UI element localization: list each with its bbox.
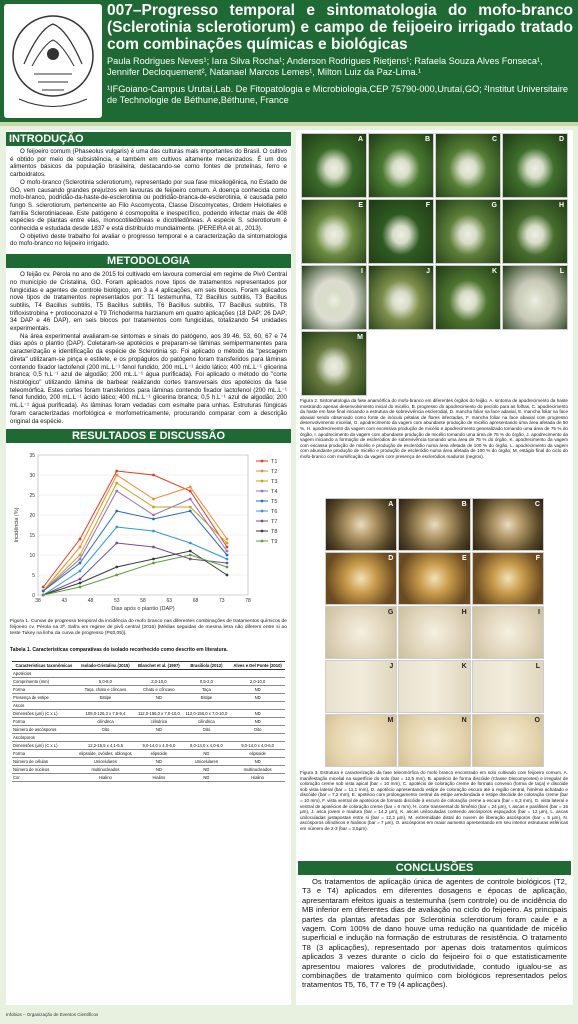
- photo-label: G: [491, 202, 497, 209]
- photo-label: J: [389, 663, 394, 670]
- y-tick-label: 35: [29, 453, 35, 460]
- figure3-caption: Figura 3. Estrutura e caracterização da fase teleomórfica do mofo branco encontrado em solo cultivado com feijoeiro comum. A. manifestação micelial na superfície do solo (bar = 12,5 mm), B. apotécio de forma discóide (Classe Discomycetes) e irregular de coloração creme sob vista apical (bar = 10 mm), C. apotécio de coloração creme de formato convexo (forma de taça) e discóide sob vista lateral (bar = 11,1 mm), D. apotécio apresentando estipe de coloração escura até a região central, himênio achatado e discóide (bar = 7,2 mm), E. apotécio com prolongamento central da estipe arredondada e estipe discóide de coloração creme (bar = 10 mm), F. vista ventral de apotécios de formato discóide à escuro de coloração creme a escura (bar = 6,3 mm), G. vista lateral e ventral de apotécios de coloração creme (bar = 6 mm), H. corte transversal do himênio (bar = 24 µm), I. ascas e paráfises (bar = 15 µm), J. asca jovem e madura (bar = 14,2 µm), K. ascas uniloculadas contendo ascósporos espaçados (bar = 12 µm), L. ascas uniloculadas justapostas entre si (bar = 12,2 µm), M. extremidade distal do nuvem de liberação ascósporos (bar = 5 µm), N. ascósporos cilíndricos e hialinos (bar = 7 µm), O. ascósporos em maior aumento apresentando em seu interior estruturas esféricas em número de 2-3 (bar = 3,5µm).: [300, 770, 568, 831]
- table-cell: Comprimento (mm): [12, 677, 76, 685]
- characteristics-table: [12, 661, 285, 782]
- photo-label: E: [461, 555, 467, 562]
- x-tick-label: 63: [166, 598, 173, 605]
- authors: Paula Rodrigues Neves¹; Iara Silva Rocha¹; Anderson Rodrigues Rietjens¹; Rafaela Souza Alves Fonseca¹, Jennifer Decloquement², Natanael Marcos Lemes¹, Milton Luiz da Paz-Lima.¹: [107, 56, 543, 77]
- figure2-photo-g: [435, 199, 501, 264]
- photo-label: O: [534, 717, 540, 724]
- figure2-photo-m: [301, 331, 367, 396]
- photo-label: I: [361, 268, 363, 275]
- table-cell: Forma: [12, 685, 76, 693]
- data-point-T6: [79, 570, 82, 573]
- table-header-cell: Isolado-Cristalina (2015): [76, 661, 135, 669]
- table-row: [12, 677, 285, 685]
- photo-label: D: [388, 555, 394, 562]
- legend-marker: [261, 470, 264, 473]
- table-cell: cilíndrica: [76, 717, 135, 725]
- table-cell: Oito: [76, 725, 135, 733]
- photo-label: G: [387, 609, 394, 616]
- table-cell: 0,5-2,0: [183, 677, 231, 685]
- table-row: [12, 685, 285, 693]
- figure3-photo-j: [325, 660, 397, 713]
- figure2-photo-f: [368, 199, 434, 264]
- data-point-T6: [226, 558, 229, 561]
- poster-title: 007–Progresso temporal e sintomatologia do mofo-branco (Sclerotinia sclerotiorum) e campo de feijoeiro irrigado tratado com combinações químicas e biológicas: [107, 2, 573, 53]
- data-point-T4: [79, 558, 82, 561]
- table-cell: ND: [183, 765, 231, 773]
- series-line-T4: [43, 491, 227, 591]
- data-point-T2: [79, 546, 82, 549]
- table-row: [12, 709, 285, 717]
- table-row: [12, 741, 285, 749]
- table-cell: [76, 669, 135, 677]
- table-cell: Hialino: [230, 773, 285, 781]
- photo-label: C: [491, 136, 497, 143]
- x-tick-label: 58: [140, 598, 146, 605]
- table-header-cell: Blanchet et al. (1997): [135, 661, 183, 669]
- table-cell: elipsoide: [135, 749, 183, 757]
- table-cell: cilíndrica: [135, 717, 183, 725]
- table-cell: elipsoide: [230, 749, 285, 757]
- data-point-T8: [152, 558, 155, 561]
- photo-label: K: [461, 663, 467, 670]
- methodology-paragraph: O feijão cv. Pérola no ano de 2015 foi cultivado em lavoura comercial em regime de Pivô Central no município de Cristalina, GO. Foram aplicados nove tipos de tratamentos representados por fungicidas e agentes de controle biológico, em 3 a 4 aplicações, em seis blocos. Foram aplicados nove tipos de tratamentos representados por: T1 testemunha, T2 Bacillus subtilis, T3 Bacillus subtilis, T4 Bacillus subtilis, T5 Bacillus subtilis, T6 Bacillus subtilis, T7 Bacillus subtilis, T8 trifloxistrobina + protioconazol e T9 Trichoderma harzianum em quatro aplicações (18 DAP; 26 DAP; 34 DAP e 46 DAP), em seis blocos por tratamentos com fungicidas, totalizando 54 unidades experimentais.: [10, 271, 287, 333]
- table-cell: [76, 733, 135, 741]
- photo-label: A: [357, 136, 363, 143]
- table-row: [12, 717, 285, 725]
- photo-label: B: [461, 501, 467, 508]
- figure3-photo-h: [398, 606, 470, 659]
- table-cell: 2,0-10,0: [135, 677, 183, 685]
- table-cell: 9,0-14,0 x 4,0-6,0: [230, 741, 285, 749]
- methodology-heading: METODOLOGIA: [6, 254, 291, 268]
- legend-label: T7: [271, 519, 278, 526]
- figure1-caption: Figura 1. Curvas de progresso temporal da incidência do mofo branco nas diferentes combinações de tratamentos químicos de feijoeiro cv. Pérola na 3ª. Safra em regime de pivô central (2015) [Médias seguidas de mesma letra não diferem entre si ao teste Tukey na linha da curva de progresso (P≤0,05)].: [10, 619, 287, 637]
- table-row: [12, 725, 285, 733]
- x-tick-label: 43: [61, 598, 68, 605]
- data-point-T7: [152, 546, 155, 549]
- figure3-photo-grid: [324, 497, 544, 767]
- table-cell: Oito: [230, 725, 285, 733]
- legend-label: T9: [271, 539, 278, 546]
- table-cell: Forma: [12, 749, 76, 757]
- figure3-photo-f: [472, 552, 544, 605]
- data-point-T2: [226, 538, 229, 541]
- table-cell: [230, 733, 285, 741]
- legend-marker: [261, 530, 264, 533]
- poster-header: [0, 0, 578, 122]
- legend-marker: [261, 500, 264, 503]
- data-point-T3: [189, 506, 192, 509]
- photo-label: J: [426, 268, 430, 275]
- table-row: [12, 749, 285, 757]
- data-point-T7: [226, 562, 229, 565]
- figure3-photo-c: [472, 498, 544, 551]
- table-row: [12, 733, 285, 741]
- data-point-T4: [189, 498, 192, 501]
- legend-marker: [261, 540, 264, 543]
- photo-label: L: [559, 268, 564, 275]
- data-point-T1: [189, 490, 192, 493]
- intro-paragraph: O objetivo deste trabalho foi avaliar o progresso temporal e a caracterização da sintomatologia do mofo-branco no feijoeiro irrigado.: [10, 232, 287, 248]
- table-cell: Número de núcleos: [12, 765, 76, 773]
- table-cell: Cor: [12, 773, 76, 781]
- table-cell: 2,0-10,0: [230, 677, 285, 685]
- table-cell: 112,0-156,0 x 7,0-10,0: [135, 709, 183, 717]
- affiliation: ¹IFGoiano-Campus Urutaí,Lab. De Fitopatologia e Microbiologia,CEP 75790-000,Urutaí,GO; ²Institut Universitaire de Technologie de Béthune,Béthune, France: [107, 84, 568, 105]
- legend-label: T3: [271, 479, 278, 486]
- table-cell: Dimensões (µm) (C x L): [12, 709, 76, 717]
- photo-label: I: [538, 609, 540, 616]
- y-tick-label: 10: [29, 553, 35, 560]
- table-row: [12, 701, 285, 709]
- y-tick-label: 5: [32, 573, 35, 580]
- table-cell: Presença de estipe: [12, 693, 76, 701]
- table-cell: Estipe: [183, 693, 231, 701]
- figure2-photo-c: [435, 133, 501, 198]
- photo-label: F: [425, 202, 430, 209]
- table-cell: Apotécios: [12, 669, 76, 677]
- figure2-photo-i: [301, 265, 367, 330]
- table-cell: Hialino: [76, 773, 135, 781]
- characteristics-table-grid: [12, 661, 285, 782]
- data-point-T7: [189, 558, 192, 561]
- table-header-cell: Brasiliola (2012): [183, 661, 231, 669]
- table-row: [12, 693, 285, 701]
- methodology-paragraph: Na área experimental avaliaram-se sintomas e sinais do patógeno, aos 39 46, 53, 60, 67 e 74 dias após o plantio (DAP). Coletaram-se apotécios e preparam-se lâminas semipermanentes para caracterização e identificação da espécie de Sclerotinia sp. Foi aplicado o método da "pescagem direta" utilizaram-se pinça e estilete, e os propágulos do patógeno foram transferidos para lâminas contendo fixador lactofenol (200 mL.L⁻¹ fenol fundido, 200 mL.L⁻¹ ácido lático; 400 mL.L⁻¹ glicerina branca; 0,5 h.L⁻¹ azul de algodão; 200 mL.L⁻¹ água purificada). Foi aplicado o método do "corte histológico" utilizando lâmina de barbear realizando cortes transversais dos apotécios da fase teleomórfica. Estes cortes foram transferidos para lâminas contendo fixador lactofenol (200 mL.L⁻¹ fenol fundido, 200 mL.L⁻¹ ácido lático; 400 mL.L⁻¹ glicerina branca; 0,5 h.L⁻¹ azul de algodão; 200 mL.L⁻¹ água purificada). As lâminas foram vedadas com esmalte para unhas. Estruturas fúngicas foram caracterizadas morfológica e morfometricamente, procurando comparar com a descrição original da espécie.: [10, 332, 287, 425]
- table-cell: ND: [183, 773, 231, 781]
- x-tick-label: 53: [113, 598, 120, 605]
- data-point-T9: [42, 594, 45, 597]
- intro-paragraph: O mofo-branco (Sclerotinia sclerotiorum), representado por sua fase miceliogênica, no Estado de GO, vem causando grandes prejuízos em lavouras de feijoeiro comum. A doença conhecida como mofo-branco, podridão-da-haste-de-esclerotinia ou podridão-branca-de-esclerotinia, é causada pelo fungo S. sclerotiorum, pertencente ao Filo Ascomycota, Classe Discomycetes, Ordem Helotiales e família Sclerotiniaceae. Este patógeno é cosmopolita e inespecífico, podendo infectar mais de 408 espécies de plantas entre elas, monocotiledôneas e dicotiledôneas. A espécie S. sclerotiorum é conhecida e estudada desde 1837 e está distribuído mundialmente. (PEREIRA et al., 2013).: [10, 178, 287, 233]
- data-point-T6: [189, 542, 192, 545]
- data-point-T3: [79, 554, 82, 557]
- data-point-T5: [152, 518, 155, 521]
- table-cell: Ascósporos: [12, 733, 76, 741]
- conclusions-heading: CONCLUSÕES: [298, 861, 571, 875]
- institution-logo: [4, 4, 102, 118]
- x-tick-label: 78: [245, 598, 251, 605]
- series-line-T6: [43, 527, 227, 595]
- table-cell: Hialino: [135, 773, 183, 781]
- table-cell: [76, 701, 135, 709]
- table-cell: 112,0-156,0 x 7,0-10,0: [183, 709, 231, 717]
- y-axis-label: Incidência (%): [14, 507, 20, 543]
- photo-label: L: [535, 663, 540, 670]
- x-tick-label: 68: [192, 598, 199, 605]
- table-cell: Ascos: [12, 701, 76, 709]
- figure3-photo-g: [325, 606, 397, 659]
- incidence-chart-svg: [10, 447, 287, 617]
- data-point-T4: [152, 514, 155, 517]
- data-point-T7: [115, 542, 118, 545]
- table-cell: [183, 733, 231, 741]
- figure3-photo-a: [325, 498, 397, 551]
- incidence-chart: [10, 447, 287, 617]
- intro-text: [6, 148, 291, 248]
- table-cell: 9,0-14,0 x 4,0-6,0: [183, 741, 231, 749]
- photo-label: F: [535, 555, 540, 562]
- legend-marker: [261, 460, 264, 463]
- table-cell: ND: [135, 765, 183, 773]
- photo-label: E: [358, 202, 363, 209]
- header-strip: [0, 122, 578, 126]
- figure2-photo-l: [502, 265, 568, 330]
- data-point-T1: [152, 474, 155, 477]
- table-cell: Dimensões (µm) (C x L): [12, 741, 76, 749]
- photo-label: A: [388, 501, 394, 508]
- legend-label: T1: [271, 459, 278, 466]
- table-cell: multinucleados: [76, 765, 135, 773]
- y-tick-label: 0: [32, 593, 35, 600]
- figure3-photo-b: [398, 498, 470, 551]
- figure2-photo-h: [502, 199, 568, 264]
- table-cell: ND: [135, 725, 183, 733]
- table-cell: cilíndrica: [183, 717, 231, 725]
- table-cell: 5,0-8,0: [76, 677, 135, 685]
- figure3-photo-l: [472, 660, 544, 713]
- legend-marker: [261, 480, 264, 483]
- table-cell: Forma: [12, 717, 76, 725]
- data-point-T9: [152, 562, 155, 565]
- data-point-T6: [115, 526, 118, 529]
- legend-label: T8: [271, 529, 278, 536]
- table-cell: Número de células: [12, 757, 76, 765]
- results-heading: RESULTADOS E DISCUSSÃO: [6, 429, 291, 443]
- photo-label: M: [387, 717, 394, 724]
- data-point-T3: [226, 542, 229, 545]
- table-cell: [135, 733, 183, 741]
- photo-label: H: [461, 609, 467, 616]
- figure3-photo-o: [472, 714, 544, 767]
- table-row: [12, 765, 285, 773]
- table-row: [12, 757, 285, 765]
- data-point-T3: [115, 482, 118, 485]
- methodology-text: [6, 271, 291, 425]
- figure2-photo-b: [368, 133, 434, 198]
- figure3-photo-i: [472, 606, 544, 659]
- table-cell: ND: [230, 757, 285, 765]
- intro-paragraph: O feijoeiro comum (Phaseolus vulgaris) é uma das culturas mais importantes do Brasil. O cultivo é obtido por meio de subsistência, e também em cultivos altamente mecanizados. É um dos alimentos básicos da população brasileira, destacando-se como fontes de proteínas, ferro e carboidratos.: [10, 148, 287, 179]
- legend-label: T5: [271, 499, 278, 506]
- table-cell: ND: [183, 749, 231, 757]
- table-header-cell: Características taxonômicas: [12, 661, 76, 669]
- data-point-T1: [79, 538, 82, 541]
- legend-marker: [261, 490, 264, 493]
- data-point-T9: [189, 554, 192, 557]
- data-point-T5: [189, 510, 192, 513]
- photo-label: N: [461, 717, 467, 724]
- table-cell: [135, 669, 183, 677]
- x-tick-label: 73: [218, 598, 225, 605]
- photo-label: H: [558, 202, 564, 209]
- conclusions-text: Os tratamentos de aplicação única de agentes de controle biológicos (T2, T3 e T4) aplicados em diferentes dosagens e épocas de aplicação, apresentaram efeitos iguais a testemunha (sem controle) ou de incidência do MB inferior em diferentes dias de avaliação no ciclo do feijoeiro. As principais partes da plantas afetadas por Sclerotinia sclerotiorum foram caule e a vagem. Com 100% de dano houve uma redução na quantidade de micélio superficial e indução na formação de estruturas de resistência. O tratamento T8 (3 aplicações), representado por apenas dois tratamentos químicos aplicados 3 vezes durante o ciclo do feijoeiro foi o que estatisticamente apresentou maiores valores de produtividade, contudo igualou-se as combinações de tratamento químico com biológicos representados pelos tratamentos T5, T6, T7 e T9 (4 aplicações).: [302, 877, 567, 990]
- data-point-T5: [42, 590, 45, 593]
- table-cell: ND: [135, 693, 183, 701]
- data-point-T5: [115, 510, 118, 513]
- table-cell: Unicelulares: [76, 757, 135, 765]
- table-cell: 109,0-126,3 x 7,5-9,4: [76, 709, 135, 717]
- x-tick-label: 48: [87, 598, 94, 605]
- data-point-T8: [189, 550, 192, 553]
- x-tick-label: 38: [35, 598, 41, 605]
- data-point-T2: [189, 486, 192, 489]
- figure3-photo-e: [398, 552, 470, 605]
- legend-marker: [261, 520, 264, 523]
- data-point-T8: [226, 574, 229, 577]
- data-point-T4: [115, 490, 118, 493]
- table-row: [12, 669, 285, 677]
- y-tick-label: 20: [29, 513, 35, 520]
- y-tick-label: 30: [29, 473, 35, 480]
- data-point-T8: [115, 566, 118, 569]
- figure2-photo-d: [502, 133, 568, 198]
- figure3-photo-n: [398, 714, 470, 767]
- data-point-T2: [115, 474, 118, 477]
- table-cell: 12,2-15,5 x 4,1-5,5: [76, 741, 135, 749]
- data-point-T5: [226, 554, 229, 557]
- data-point-T6: [152, 530, 155, 533]
- table-cell: Número de ascósporos: [12, 725, 76, 733]
- table-cell: 9,0-14,0 x 4,0-6,0: [135, 741, 183, 749]
- figure2-photo-j: [368, 265, 434, 330]
- legend-label: T6: [271, 509, 278, 516]
- table-cell: ND: [230, 693, 285, 701]
- photo-label: K: [491, 268, 497, 275]
- table-cell: Taça: [183, 685, 231, 693]
- table-cell: ND: [230, 685, 285, 693]
- table-cell: [230, 701, 285, 709]
- table-header-cell: Alves e Del Ponte (2010): [230, 661, 285, 669]
- table-cell: Oito: [183, 725, 231, 733]
- y-tick-label: 15: [29, 533, 35, 540]
- data-point-T3: [152, 506, 155, 509]
- data-point-T4: [226, 550, 229, 553]
- data-point-T9: [79, 586, 82, 589]
- y-tick-label: 25: [29, 493, 35, 500]
- footer: Infobios – Organização de Eventos Científicos: [6, 1012, 99, 1017]
- left-column: [6, 130, 291, 1005]
- data-point-T1: [226, 546, 229, 549]
- right-column: [296, 130, 573, 1005]
- figure2-photo-e: [301, 199, 367, 264]
- figure3-photo-k: [398, 660, 470, 713]
- table-cell: ND: [230, 717, 285, 725]
- photo-label: M: [357, 334, 363, 341]
- table-caption: Tabela 1. Características comparativas do isolado reconhecido como descrito em literatura.: [10, 646, 228, 653]
- table-cell: Taça, chato e côncavo: [76, 685, 135, 693]
- photo-label: C: [534, 501, 540, 508]
- figure2-photo-grid: [300, 132, 568, 396]
- table-cell: Estipe: [76, 693, 135, 701]
- data-point-T1: [42, 586, 45, 589]
- series-line-T2: [43, 475, 227, 591]
- data-point-T2: [152, 498, 155, 501]
- figure3-photo-d: [325, 552, 397, 605]
- legend-label: T2: [271, 469, 278, 476]
- photo-label: B: [424, 136, 430, 143]
- figure2-photo-a: [301, 133, 367, 198]
- table-cell: [230, 669, 285, 677]
- table-cell: Unicelulares: [183, 757, 231, 765]
- figure2-caption: Figura 2. Sintomatologia da fase anamórfica do mofo-branco em diferentes órgãos do feijão. A. sintoma de apodrecimento da haste mostrando apenas desenvolvimento inicial do micélio, B. progresso do apodrecimento do pecíolo para as folhas, C. apodrecimento da haste em fase final iniciando a estrutura de sobrevivência esclerodial, D. mancha foliar na face adaxial, E. mancha foliar na face abaxial sendo observado como fonte de inóculo pétalas de flores infectadas, F. mancha foliar na face abaxial com progresso desenvolvimento micelial, G. apodrecimento da vagem com abundante produção de micélio apresentando uma área afetada de 50 %, H. apodrecimento da vagem com excessiva produção de micélio e apodrecimento generalizado tomando uma área de 75 % do órgão, I. apodrecimento da vagem com abundante produção de micélio tomando uma área de 75 % do órgão, J. apodrecimento da vagem iniciando a formação de escleródios de sobrevivência tomando uma área de 75 % do órgão, K. apodrecimento da vagem com escassa produção de micélio e produção de escleródio numa área afetada de 100 % do órgão, L. apodrecimento da vagem com abundante produção de micélio e produção de escleródio numa área afetada de 100 % do órgão; M. estágio final do ciclo do mofo-branco com mumificação da vagem com presença de escleródios maduros (negros).: [300, 398, 568, 459]
- table-cell: Chato e côncavo: [135, 685, 183, 693]
- data-point-T8: [79, 582, 82, 585]
- data-point-T1: [115, 470, 118, 473]
- figure2-photo-k: [435, 265, 501, 330]
- data-point-T5: [79, 562, 82, 565]
- figure3-photo-m: [325, 714, 397, 767]
- table-cell: multinucleados: [230, 765, 285, 773]
- x-axis-label: Dias após o plantio (DAP): [111, 606, 175, 613]
- table-cell: [135, 701, 183, 709]
- data-point-T9: [226, 566, 229, 569]
- table-header-row: [12, 661, 285, 669]
- data-point-T9: [115, 574, 118, 577]
- intro-heading: INTRODUÇÃO: [6, 132, 291, 146]
- table-cell: ND: [230, 709, 285, 717]
- table-cell: ND: [135, 757, 183, 765]
- table-row: [12, 773, 285, 781]
- photo-label: D: [558, 136, 564, 143]
- legend-label: T4: [271, 489, 278, 496]
- table-cell: [183, 701, 231, 709]
- table-cell: [183, 669, 231, 677]
- legend-marker: [261, 510, 264, 513]
- data-point-T7: [79, 578, 82, 581]
- table-cell: elipsoide, ovóides, oblongos: [76, 749, 135, 757]
